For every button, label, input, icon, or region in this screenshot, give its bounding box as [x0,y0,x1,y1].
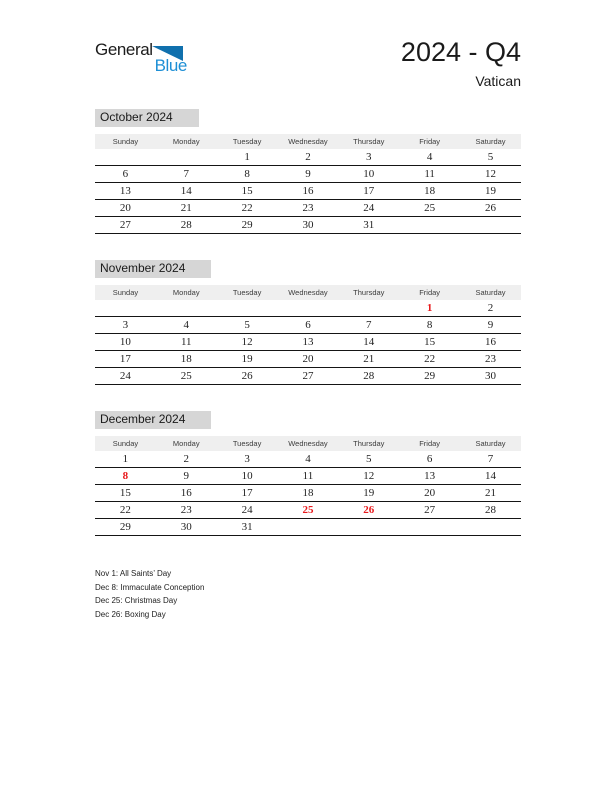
day-cell: 23 [156,502,217,519]
day-cell: 28 [460,502,521,519]
day-cell: 16 [156,485,217,502]
day-cell: 19 [460,183,521,200]
day-cell: 26 [217,368,278,385]
day-cell: 31 [217,519,278,536]
day-cell: 8 [217,166,278,183]
day-cell: 2 [278,149,339,166]
month-calendar [95,436,521,536]
day-cell: 15 [95,485,156,502]
day-cell: 19 [338,485,399,502]
weekday-header: Sunday [95,285,156,300]
week-row [95,300,521,317]
weekday-header: Tuesday [217,134,278,149]
day-cell: 12 [217,334,278,351]
holiday-entry: Dec 8: Immaculate Conception [95,582,205,592]
empty-day-cell [95,300,156,317]
weekday-header: Monday [156,436,217,451]
day-cell: 5 [338,451,399,468]
day-cell: 3 [338,149,399,166]
week-row [95,166,521,183]
day-cell: 15 [217,183,278,200]
holiday-list [95,567,204,621]
day-cell: 30 [156,519,217,536]
month-calendar [95,285,521,385]
day-cell: 27 [278,368,339,385]
weekday-header: Friday [399,285,460,300]
day-cell: 6 [399,451,460,468]
day-cell: 25 [399,200,460,217]
week-row [95,183,521,200]
logo-text-general: General [95,40,153,59]
weekday-header: Saturday [460,436,521,451]
week-row [95,217,521,234]
day-cell: 21 [156,200,217,217]
day-cell: 22 [399,351,460,368]
day-cell: 26 [338,502,399,519]
month-title: December 2024 [95,411,211,429]
week-row [95,334,521,351]
holiday-entry: Dec 25: Christmas Day [95,596,178,605]
day-cell: 7 [156,166,217,183]
day-cell: 11 [278,468,339,485]
weekday-header: Tuesday [217,285,278,300]
day-cell: 2 [156,451,217,468]
day-cell: 9 [460,317,521,334]
month-block-october [95,108,521,234]
day-cell: 4 [278,451,339,468]
week-row [95,351,521,368]
day-cell: 17 [217,485,278,502]
weekday-header: Friday [399,134,460,149]
day-cell: 13 [278,334,339,351]
day-cell: 5 [217,317,278,334]
weekday-header: Thursday [338,436,399,451]
day-cell: 26 [460,200,521,217]
day-cell: 9 [156,468,217,485]
day-cell: 16 [278,183,339,200]
weekday-header-row [95,436,521,451]
day-cell: 16 [460,334,521,351]
country-subtitle: Vatican [475,73,521,89]
day-cell: 23 [460,351,521,368]
day-cell: 14 [460,468,521,485]
weekday-header: Sunday [95,436,156,451]
day-cell: 7 [338,317,399,334]
day-cell: 12 [338,468,399,485]
day-cell: 9 [278,166,339,183]
day-cell: 1 [95,451,156,468]
day-cell: 30 [278,217,339,234]
weekday-header: Monday [156,285,217,300]
day-cell: 2 [460,300,521,317]
week-row [95,200,521,217]
day-cell: 28 [156,217,217,234]
day-cell: 6 [278,317,339,334]
day-cell: 6 [95,166,156,183]
week-row [95,317,521,334]
day-cell: 14 [338,334,399,351]
day-cell: 29 [95,519,156,536]
empty-day-cell [338,300,399,317]
holiday-entry: Dec 26: Boxing Day [95,609,166,619]
weekday-header: Thursday [338,134,399,149]
day-cell: 13 [95,183,156,200]
month-calendar [95,134,521,234]
empty-day-cell [399,519,460,536]
day-cell: 21 [338,351,399,368]
quarter-title: 2024 - Q4 [400,37,521,67]
week-row [95,502,521,519]
day-cell: 4 [399,149,460,166]
week-row [95,468,521,485]
day-cell: 31 [338,217,399,234]
day-cell: 19 [217,351,278,368]
day-cell: 24 [338,200,399,217]
day-cell: 7 [460,451,521,468]
holiday-entry: Nov 1: All Saints’ Day [95,569,172,578]
empty-day-cell [156,149,217,166]
day-cell: 30 [460,368,521,385]
weekday-header: Sunday [95,134,156,149]
day-cell: 1 [399,300,460,317]
day-cell: 17 [95,351,156,368]
day-cell: 10 [95,334,156,351]
month-block-december [95,410,521,536]
empty-day-cell [156,300,217,317]
day-cell: 8 [95,468,156,485]
day-cell: 29 [217,217,278,234]
weekday-header: Wednesday [278,285,339,300]
day-cell: 25 [156,368,217,385]
day-cell: 28 [338,368,399,385]
week-row [95,368,521,385]
weekday-header: Monday [156,134,217,149]
weekday-header: Saturday [460,134,521,149]
day-cell: 10 [338,166,399,183]
day-cell: 15 [399,334,460,351]
day-cell: 8 [399,317,460,334]
week-row [95,485,521,502]
day-cell: 11 [156,334,217,351]
day-cell: 11 [399,166,460,183]
day-cell: 3 [217,451,278,468]
weekday-header-row [95,134,521,149]
month-title: November 2024 [95,260,211,278]
general-blue-logo [95,41,190,79]
week-row [95,519,521,536]
day-cell: 17 [338,183,399,200]
empty-day-cell [460,519,521,536]
day-cell: 18 [399,183,460,200]
day-cell: 27 [95,217,156,234]
weekday-header: Thursday [338,285,399,300]
day-cell: 18 [278,485,339,502]
week-row [95,149,521,166]
weekday-header: Tuesday [217,436,278,451]
day-cell: 5 [460,149,521,166]
week-row [95,451,521,468]
weekday-header: Saturday [460,285,521,300]
month-block-november [95,259,521,385]
empty-day-cell [399,217,460,234]
day-cell: 25 [278,502,339,519]
logo-text-blue: Blue [154,56,187,75]
day-cell: 22 [95,502,156,519]
empty-day-cell [278,519,339,536]
day-cell: 20 [95,200,156,217]
empty-day-cell [278,300,339,317]
day-cell: 4 [156,317,217,334]
weekday-header: Wednesday [278,436,339,451]
day-cell: 24 [217,502,278,519]
empty-day-cell [338,519,399,536]
day-cell: 3 [95,317,156,334]
day-cell: 18 [156,351,217,368]
day-cell: 10 [217,468,278,485]
empty-day-cell [95,149,156,166]
weekday-header-row [95,285,521,300]
day-cell: 21 [460,485,521,502]
day-cell: 27 [399,502,460,519]
day-cell: 13 [399,468,460,485]
day-cell: 20 [278,351,339,368]
day-cell: 23 [278,200,339,217]
day-cell: 29 [399,368,460,385]
day-cell: 22 [217,200,278,217]
day-cell: 1 [217,149,278,166]
day-cell: 12 [460,166,521,183]
day-cell: 24 [95,368,156,385]
weekday-header: Friday [399,436,460,451]
empty-day-cell [460,217,521,234]
day-cell: 20 [399,485,460,502]
weekday-header: Wednesday [278,134,339,149]
empty-day-cell [217,300,278,317]
month-title: October 2024 [95,109,199,127]
day-cell: 14 [156,183,217,200]
